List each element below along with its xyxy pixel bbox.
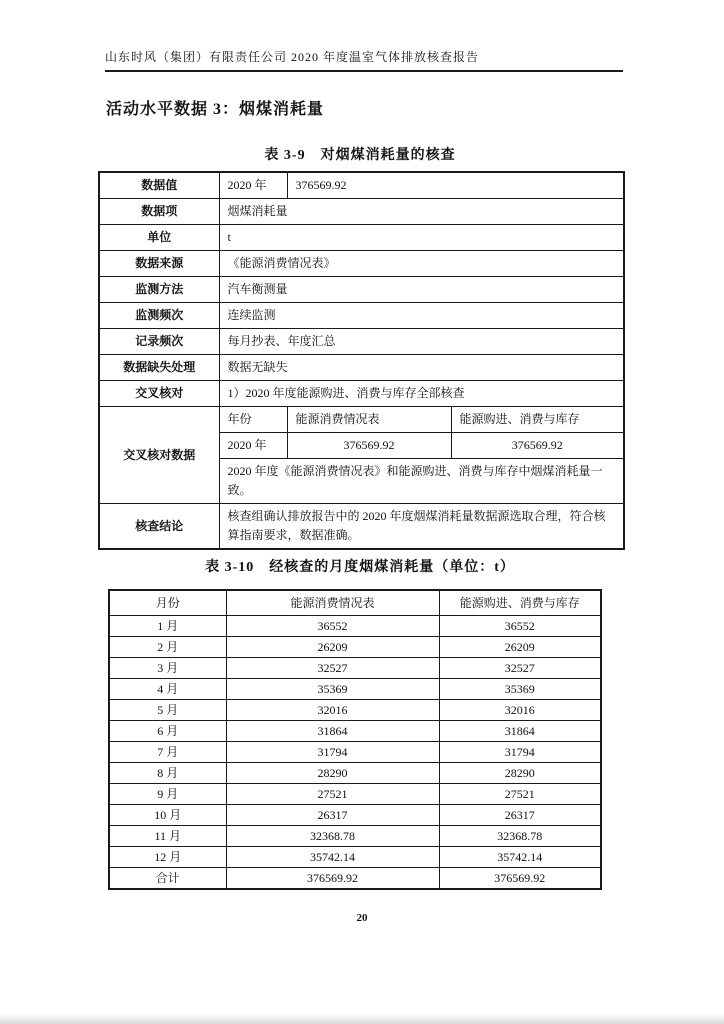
cross-check-year: 2020 年 <box>219 433 287 459</box>
month-cell: 6 月 <box>109 720 226 741</box>
value-cell: 27521 <box>226 783 439 804</box>
report-header: 山东时风（集团）有限责任公司 2020 年度温室气体排放核查报告 <box>105 48 623 72</box>
total-label: 合计 <box>109 867 226 889</box>
table-row <box>109 783 601 804</box>
table-row <box>99 329 624 355</box>
value-cell: 26209 <box>226 636 439 657</box>
value-cell: 26209 <box>439 636 601 657</box>
row-value: 连续监测 <box>219 303 624 329</box>
row-label: 交叉核对数据 <box>99 407 219 504</box>
total-value: 376569.92 <box>439 867 601 889</box>
table-row <box>99 225 624 251</box>
table-3-9-caption: 表 3-9 对烟煤消耗量的核查 <box>264 148 456 163</box>
table-row <box>109 678 601 699</box>
value-cell: 31864 <box>226 720 439 741</box>
value-cell: 32016 <box>439 699 601 720</box>
table-row <box>99 355 624 381</box>
month-cell: 7 月 <box>109 741 226 762</box>
row-label: 监测频次 <box>99 303 219 329</box>
value-cell: 28290 <box>226 762 439 783</box>
month-cell: 5 月 <box>109 699 226 720</box>
month-cell: 9 月 <box>109 783 226 804</box>
table-row <box>109 615 601 636</box>
row-value: 数据无缺失 <box>219 355 624 381</box>
month-cell: 11 月 <box>109 825 226 846</box>
month-cell: 1 月 <box>109 615 226 636</box>
value-cell: 31794 <box>226 741 439 762</box>
value-cell: 32527 <box>226 657 439 678</box>
row-value: 1）2020 年度能源购进、消费与库存全部核查 <box>219 381 624 407</box>
table-row <box>109 720 601 741</box>
table-3-9 <box>98 171 625 550</box>
row-label: 数据项 <box>99 199 219 225</box>
table-row <box>99 251 624 277</box>
row-value: 汽车衡测量 <box>219 277 624 303</box>
table-row-total <box>109 867 601 889</box>
row-label: 数据缺失处理 <box>99 355 219 381</box>
conclusion-text: 核查组确认排放报告中的 2020 年度烟煤消耗量数据源选取合理，符合核算指南要求，数据准确。 <box>219 504 624 550</box>
row-value: 《能源消费情况表》 <box>219 251 624 277</box>
cross-check-header-source2: 能源购进、消费与库存 <box>451 407 624 433</box>
month-cell: 2 月 <box>109 636 226 657</box>
value-cell: 31794 <box>439 741 601 762</box>
col-header-source1: 能源消费情况表 <box>226 590 439 615</box>
value-cell: 32368.78 <box>439 825 601 846</box>
row-label: 记录频次 <box>99 329 219 355</box>
cross-check-note: 2020 年度《能源消费情况表》和能源购进、消费与库存中烟煤消耗量一致。 <box>219 459 624 504</box>
value-cell: 32368.78 <box>226 825 439 846</box>
table-3-10-caption: 表 3-10 经核查的月度烟煤消耗量（单位：t） <box>205 560 515 575</box>
row-value: 烟煤消耗量 <box>219 199 624 225</box>
value-cell: 35369 <box>439 678 601 699</box>
table-row <box>109 846 601 867</box>
value-cell: 35369 <box>226 678 439 699</box>
table-row <box>109 636 601 657</box>
value-cell: 35742.14 <box>439 846 601 867</box>
table-row <box>109 699 601 720</box>
table-row <box>109 657 601 678</box>
scan-edge <box>0 1014 724 1024</box>
table-row <box>109 762 601 783</box>
cross-check-value2: 376569.92 <box>451 433 624 459</box>
value-cell: 28290 <box>439 762 601 783</box>
table-row <box>99 407 624 433</box>
value-cell: 26317 <box>226 804 439 825</box>
row-label: 监测方法 <box>99 277 219 303</box>
month-cell: 10 月 <box>109 804 226 825</box>
row-label: 核查结论 <box>99 504 219 550</box>
row-label: 交叉核对 <box>99 381 219 407</box>
value-cell: 27521 <box>439 783 601 804</box>
table-row <box>109 741 601 762</box>
table-row <box>99 277 624 303</box>
value-cell: 32527 <box>439 657 601 678</box>
table-row <box>99 381 624 407</box>
month-cell: 4 月 <box>109 678 226 699</box>
table-row <box>99 199 624 225</box>
row-label: 单位 <box>99 225 219 251</box>
table-header-row <box>109 590 601 615</box>
cross-check-value1: 376569.92 <box>287 433 451 459</box>
col-header-source2: 能源购进、消费与库存 <box>439 590 601 615</box>
table-row <box>99 303 624 329</box>
month-cell: 12 月 <box>109 846 226 867</box>
table-row <box>99 172 624 199</box>
value-cell: 26317 <box>439 804 601 825</box>
table-row <box>99 504 624 550</box>
row-value: 每月抄表、年度汇总 <box>219 329 624 355</box>
cross-check-header-year: 年份 <box>219 407 287 433</box>
page-number: 20 <box>356 912 368 924</box>
data-value-amount: 376569.92 <box>287 172 624 199</box>
value-cell: 35742.14 <box>226 846 439 867</box>
col-header-month: 月份 <box>109 590 226 615</box>
cross-check-header-source1: 能源消费情况表 <box>287 407 451 433</box>
value-cell: 36552 <box>439 615 601 636</box>
month-cell: 3 月 <box>109 657 226 678</box>
row-label: 数据来源 <box>99 251 219 277</box>
total-value: 376569.92 <box>226 867 439 889</box>
data-value-year: 2020 年 <box>219 172 287 199</box>
row-value: t <box>219 225 624 251</box>
value-cell: 36552 <box>226 615 439 636</box>
table-row <box>109 804 601 825</box>
value-cell: 31864 <box>439 720 601 741</box>
table-row <box>109 825 601 846</box>
value-cell: 32016 <box>226 699 439 720</box>
row-label: 数据值 <box>99 172 219 199</box>
month-cell: 8 月 <box>109 762 226 783</box>
table-3-10 <box>108 589 602 890</box>
section-title: 活动水平数据 3：烟煤消耗量 <box>106 101 325 118</box>
